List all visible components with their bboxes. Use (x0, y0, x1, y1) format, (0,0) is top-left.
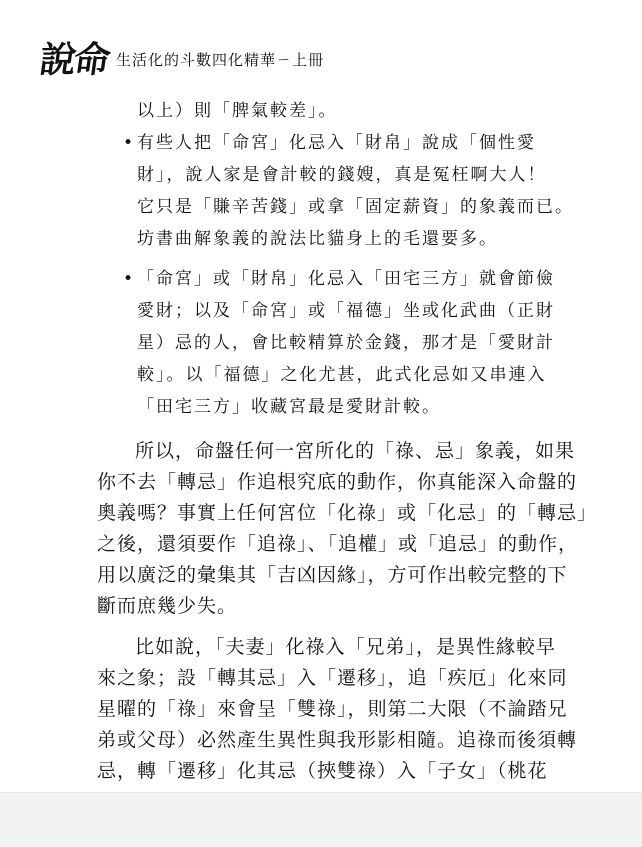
book-logo: 說命 (37, 39, 111, 81)
text-line: 它只是「賺辛苦錢」或拿「固定薪資」的象義而已。 (137, 197, 574, 217)
text-line: 坊書曲解象義的說法比貓身上的毛還要多。 (137, 229, 498, 249)
text-line: 星）忌的人，會比較精算於金錢，那才是「愛財計 (137, 333, 555, 353)
text-line: 有些人把「命宮」化忌入「財帛」說成「個性愛 (137, 133, 536, 153)
text-line: 斷而庶幾少失。 (97, 595, 238, 617)
text-line: 忌，轉「遷移」化其忌（挾雙祿）入「子女」（桃花 (97, 760, 548, 782)
bullet-item (123, 263, 555, 295)
body-paragraph-2 (97, 632, 578, 787)
viewer-bottom-bar (0, 792, 642, 847)
book-title: 生活化的斗數四化精華ㄧ上冊 (116, 51, 325, 69)
text-line: 奧義嗎？事實上任何宮位「化祿」或「化忌」的「轉忌」 (97, 502, 598, 524)
page-header (37, 28, 325, 81)
text-line: 弟或父母）必然產生異性與我形影相隨。追祿而後須轉 (97, 729, 578, 751)
text-line: 比如說，「夫妻」化祿入「兄弟」，是異性緣較早 (135, 636, 557, 658)
text-line: 愛財；以及「命宮」或「福德」坐或化武曲（正財 (137, 301, 555, 321)
text-line: 之後，還須要作「追祿」、「追權」或「追忌」的動作， (97, 533, 579, 555)
bullet-block-1 (123, 95, 574, 255)
text-line: 較」。以「福德」之化尤甚，此式化忌如又串連入 (137, 365, 547, 385)
bullet-item (123, 127, 537, 159)
text-line: 「命宮」或「財帛」化忌入「田宅三方」就會節儉 (137, 269, 555, 289)
bullet-mark: • (123, 269, 136, 289)
bullet-block-2 (123, 263, 555, 423)
text-line: 用以廣泛的彙集其「吉凶因緣」，方可作出較完整的下 (97, 564, 568, 586)
text-line: 來之象；設「轉其忌」入「遷移」，追「疾厄」化來同 (97, 667, 568, 689)
body-paragraph-1 (97, 436, 598, 622)
bullet-mark: • (123, 133, 136, 153)
text-line: 「田宅三方」收藏宮最是愛財計較。 (137, 397, 441, 417)
text-line: 財」，說人家是會計較的錢嫂，真是冤枉啊大人！ (137, 165, 547, 185)
text-line: 星曜的「祿」來會呈「雙祿」，則第二大限（不論踏兄 (97, 698, 568, 720)
text-line: 所以，命盤任何一宮所化的「祿、忌」象義，如果 (135, 440, 576, 462)
text-line: 以上）則「脾氣較差」。 (137, 101, 338, 121)
text-line: 你不去「轉忌」作追根究底的動作，你真能深入命盤的 (97, 471, 578, 493)
